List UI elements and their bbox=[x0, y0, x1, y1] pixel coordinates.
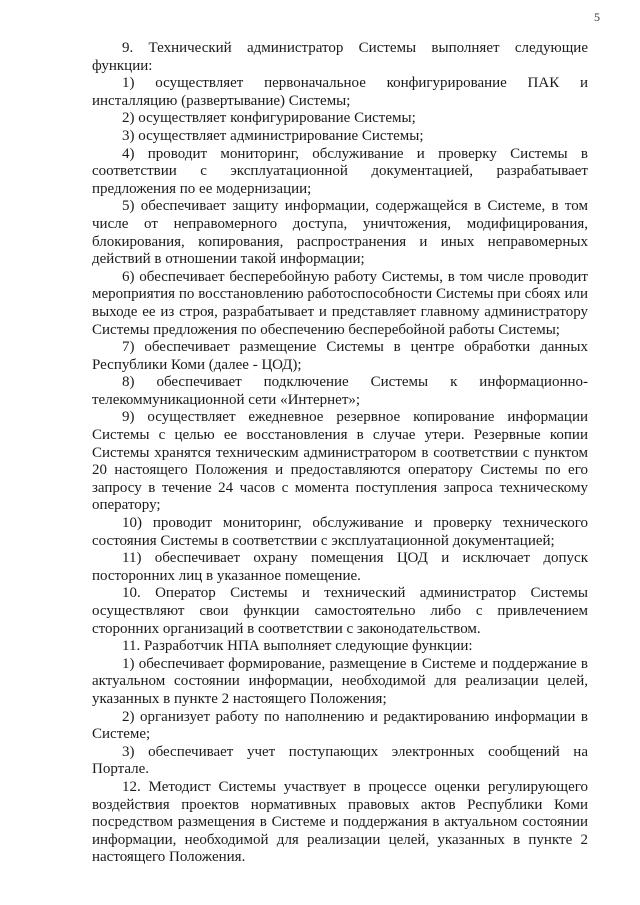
list-item-9-4: 4) проводит мониторинг, обслуживание и проверку Системы в соответствии с эксплуатационной документацией, разрабатывает предложения по ее модернизации; bbox=[92, 145, 588, 197]
list-item-9-3: 3) осуществляет администрирование Системы; bbox=[122, 127, 424, 144]
paragraph-10: 10. Оператор Системы и технический администратор Системы осуществляют свои функции самостоятельно либо с привлечением сторонних организаций в соответствии с законодательством. bbox=[92, 585, 588, 637]
list-item-9-2: 2) осуществляет конфигурирование Системы; bbox=[122, 110, 416, 127]
page-number: 5 bbox=[594, 10, 600, 24]
list-item-9-7: 7) обеспечивает размещение Системы в центре обработки данных Республики Коми (далее - ЦОД); bbox=[92, 339, 588, 373]
list-item-11-2: 2) организует работу по наполнению и редактированию информации в Системе; bbox=[92, 708, 588, 743]
list-item-11-1: 1) обеспечивает формирование, размещение в Системе и поддержание в актуальном состоянии информации, необходимой для реализации целей, указанных в пункте 2 настоящего Положения; bbox=[92, 655, 588, 707]
document-body bbox=[92, 40, 588, 867]
paragraph-9-heading: 9. Технический администратор Системы выполняет следующие функции: bbox=[92, 40, 588, 74]
paragraph-12: 12. Методист Системы участвует в процессе оценки регулирующего воздействия проектов нормативных правовых актов Республики Коми посредством размещения в Системе и поддержания в актуальном состоянии информации, необходимой для реализации целей, указанных в пункте 2 настоящего Положения. bbox=[92, 778, 588, 866]
list-item-9-11: 11) обеспечивает охрану помещения ЦОД и исключает допуск посторонних лиц в указанное помещение. bbox=[92, 550, 588, 584]
list-item-9-8: 8) обеспечивает подключение Системы к информационно-телекоммуникационной сети «Интернет»; bbox=[92, 374, 588, 408]
list-item-9-5: 5) обеспечивает защиту информации, содержащейся в Системе, в том числе от неправомерного доступа, уничтожения, модифицирования, блокирования, копирования, распространения и иных неправомерных действий в отношении такой информации; bbox=[92, 198, 588, 268]
paragraph-11-heading: 11. Разработчик НПА выполняет следующие функции: bbox=[122, 638, 473, 655]
list-item-11-3: 3) обеспечивает учет поступающих электронных сообщений на Портале. bbox=[92, 743, 588, 778]
list-item-9-6: 6) обеспечивает бесперебойную работу Системы, в том числе проводит мероприятия по восстановлению работоспособности Системы при сбоях или выходе ее из строя, разрабатывает и представляет главному администратору Системы предложения по обеспечению бесперебойной работы Системы; bbox=[92, 268, 588, 338]
list-item-9-10: 10) проводит мониторинг, обслуживание и проверку технического состояния Системы в соответствии с эксплуатационной документацией; bbox=[92, 515, 588, 549]
list-item-9-1: 1) осуществляет первоначальное конфигурирование ПАК и инсталляцию (развертывание) Системы; bbox=[92, 75, 588, 109]
list-item-9-9: 9) осуществляет ежедневное резервное копирование информации Системы с целью ее восстановления в случае утери. Резервные копии Системы хранятся техническим администратором в соответствии с пунктом 20 настоящего Положения и предоставляются оператору Системы по его запросу в течение 24 часов с момента поступления запроса техническому оператору; bbox=[92, 409, 588, 514]
